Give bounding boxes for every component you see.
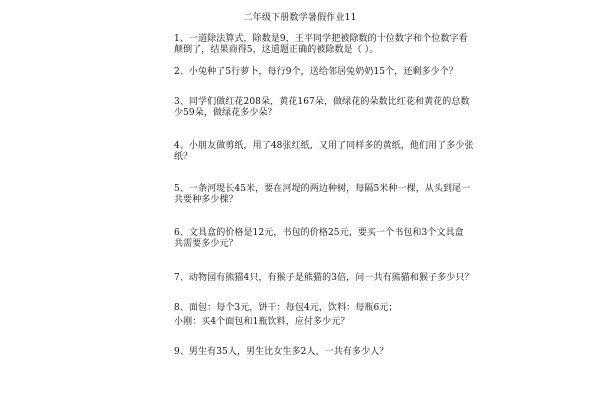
question-1-line-1: 1、一道除法算式，除数是9，王平同学把被除数的十位数字和个位数字看 — [174, 34, 468, 44]
worksheet-title: 二年级下册数学暑假作业11 — [243, 13, 357, 23]
question-7-line-1: 7、动物园有熊猫4只，有猴子是熊猫的3倍，问一共有熊猫和猴子多少只？ — [174, 273, 474, 283]
question-2-line-1: 2、小兔种了5行萝卜，每行9个，送给邻居兔奶奶15个，还剩多少个？ — [174, 67, 458, 77]
question-5-line-1: 5、一条河堤长45米，要在河堤的两边种树，每隔5米种一棵，从头到尾一 — [174, 184, 471, 194]
question-3-line-1: 3、同学们做红花208朵，黄花167朵，做绿花的朵数比红花和黄花的总数 — [174, 97, 470, 107]
question-4-line-1: 4、小朋友做剪纸，用了48张红纸，又用了同样多的黄纸，他们用了多少张 — [174, 141, 474, 151]
question-4-line-2: 纸？ — [174, 152, 193, 162]
question-6-line-1: 6、文具盒的价格是12元，书包的价格25元，要买一个书包和3个文具盒 — [174, 228, 464, 238]
question-9-line-1: 9、男生有35人，男生比女生多2人，一共有多少人？ — [174, 347, 389, 357]
question-1-line-2: 颠倒了，结果商得5，这道题正确的被除数是（ ）。 — [174, 45, 379, 55]
question-6-line-2: 共需要多少元？ — [174, 239, 238, 249]
question-5-line-2: 共要种多少棵？ — [174, 195, 238, 205]
question-3-line-2: 少59朵，做绿花多少朵？ — [174, 108, 277, 118]
question-8-line-1: 8、面包：每个3元，饼干：每包4元，饮料：每瓶6元； — [174, 303, 398, 313]
question-8-line-2: 小刚：买4个面包和1瓶饮料，应付多少元？ — [174, 317, 350, 327]
